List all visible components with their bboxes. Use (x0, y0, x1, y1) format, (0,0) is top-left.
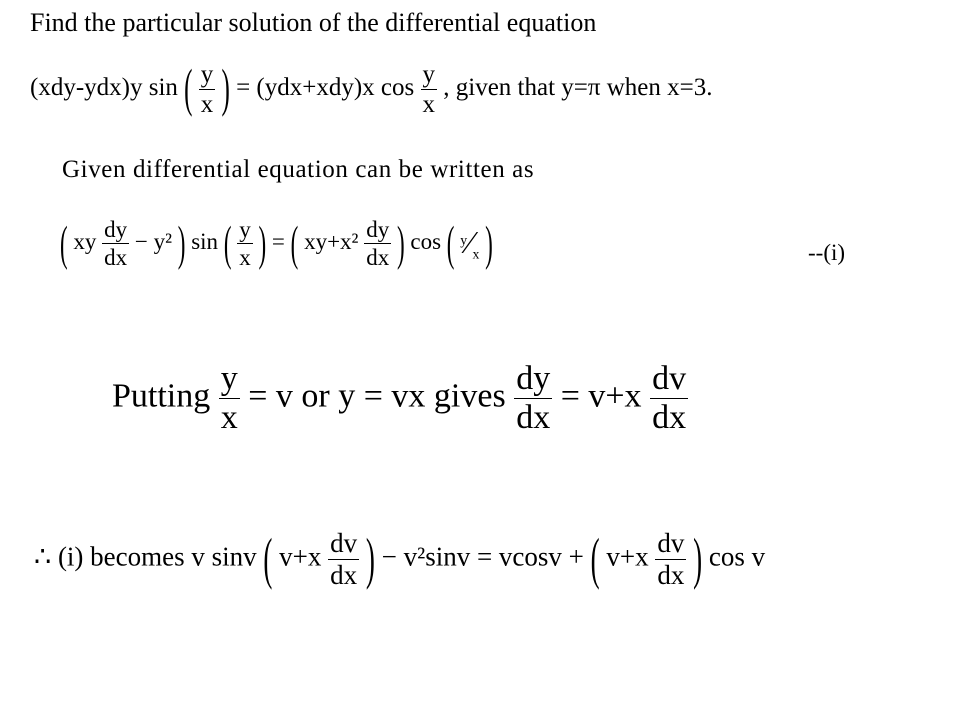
denominator: x (239, 245, 251, 270)
slash-mark: ⁄ (467, 224, 473, 261)
cos-v: cos v (708, 541, 766, 572)
numerator: dy (104, 217, 128, 242)
equation-label-i: --(i) (808, 240, 846, 265)
close-paren: ) (177, 217, 186, 270)
putting-label: Putting (112, 377, 211, 415)
close-paren: ) (221, 61, 230, 118)
question-lhs: (xdy-ydx)y sin (30, 74, 178, 102)
equation-i (60, 218, 493, 269)
numerator: dv (652, 360, 687, 397)
slash-numerator: y (460, 232, 468, 248)
fraction-dv-dx (650, 362, 688, 435)
fraction-y-over-x (237, 218, 253, 269)
denominator: dx (104, 245, 128, 270)
therefore-equation (34, 526, 766, 590)
eq1-xy-x2: xy+x² (304, 228, 359, 254)
open-paren: ( (263, 526, 273, 590)
eq1-minus-y2: − y² (134, 228, 173, 254)
denominator: dx (516, 399, 551, 436)
question-mid: = (ydx+xdy)x cos (236, 74, 415, 102)
fraction-dy-dx (514, 362, 552, 435)
denominator: dx (366, 245, 390, 270)
denominator: x (422, 91, 435, 118)
fraction-dy-dx (102, 218, 129, 269)
therefore-symbol: ∴ (34, 541, 52, 572)
close-paren: ) (396, 217, 405, 270)
eq1-sin: sin (191, 228, 219, 254)
numerator: dy (366, 217, 390, 242)
close-paren: ) (258, 217, 267, 270)
close-paren: ) (365, 526, 375, 590)
numerator: y (200, 61, 214, 88)
numerator: y (239, 217, 251, 242)
putting-eq-vx: = v+x (560, 377, 642, 415)
fraction-y-over-x (219, 362, 240, 435)
open-paren: ( (446, 217, 455, 270)
denominator: x (220, 399, 238, 436)
becomes-text: (i) becomes v sinv (57, 541, 257, 572)
numerator: y (422, 61, 435, 88)
open-paren: ( (590, 526, 600, 590)
denominator: x (200, 91, 214, 118)
fraction-dv-dx (328, 530, 359, 589)
eq1-cos: cos (410, 228, 442, 254)
numerator: dy (516, 360, 551, 397)
therefore-mid: − v²sinv = vcosv + (381, 541, 584, 572)
open-paren: ( (60, 217, 68, 270)
close-paren: ) (485, 217, 493, 270)
fraction-y-over-x (199, 62, 216, 117)
vx-term-2: v+x (606, 541, 649, 572)
eq1-xy: xy (73, 228, 97, 254)
numerator: y (220, 360, 238, 397)
open-paren: ( (290, 217, 299, 270)
open-paren: ( (184, 61, 193, 118)
question-title: Find the particular solution of the differential equation (30, 8, 597, 37)
eq1-equals: = (271, 228, 285, 254)
denominator: dx (652, 399, 687, 436)
step1-text: Given differential equation can be written as (62, 156, 535, 183)
vx-term: v+x (279, 541, 322, 572)
putting-mid: = v or y = vx gives (248, 377, 506, 415)
fraction-dy-dx-2 (364, 218, 391, 269)
putting-equation (112, 362, 688, 435)
denominator: dx (657, 560, 685, 590)
question-tail: , given that y=π when x=3. (443, 74, 713, 102)
close-paren: ) (693, 526, 703, 590)
denominator: dx (330, 560, 358, 590)
numerator: dv (330, 528, 358, 558)
open-paren: ( (223, 217, 232, 270)
slash-denominator: x (472, 246, 480, 262)
fraction-y-over-x-2 (421, 62, 438, 117)
fraction-dv-dx-2 (655, 530, 686, 589)
numerator: dv (657, 528, 685, 558)
slash-fraction (460, 224, 479, 263)
question-equation (30, 62, 713, 117)
